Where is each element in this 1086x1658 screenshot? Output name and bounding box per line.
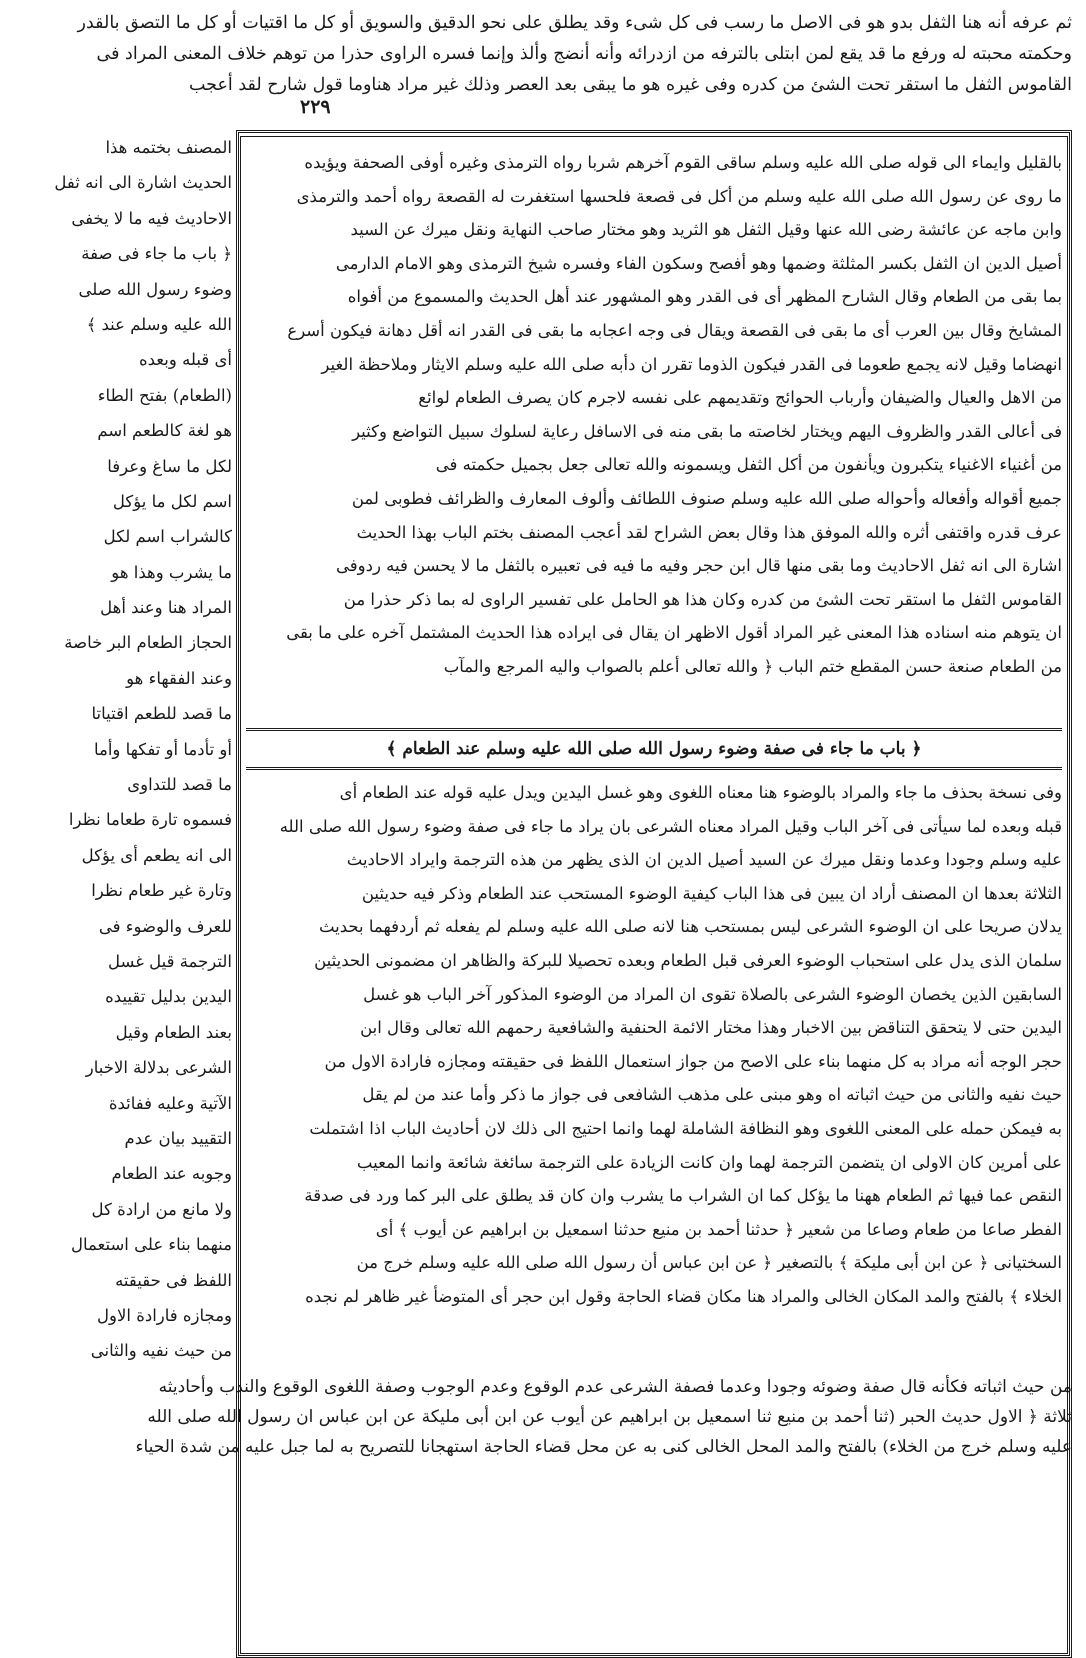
text-line: الثلاثة بعدها ان المصنف أراد ان يبين فى هذا الباب كيفية الوضوء المستحب عند الطعام وذكر فيه حديثين xyxy=(361,883,1062,903)
text-line: الفطر صاعا من طعام وصاعا من شعير ﴿ حدثنا أحمد بن منيع حدثنا اسمعيل بن ابراهيم عن أيوب ﴾ أى xyxy=(375,1219,1062,1239)
text-line: وجوبه عند الطعام xyxy=(111,1164,232,1184)
main-text-section-1 xyxy=(246,146,1062,684)
text-line: للعرف والوضوء فى xyxy=(98,916,232,936)
text-line: الى انه يطعم أى يؤكل xyxy=(81,845,232,865)
text-line: الله عليه وسلم عند ﴾ xyxy=(86,314,232,334)
text-line: على أمرين كان الاولى ان يتضمن الترجمة لهما وان كانت الزيادة على الترجمة سائغة شائعة وانما المعيب xyxy=(356,1152,1062,1172)
text-line: أصيل الدين ان الثفل بكسر المثلثة وضمها وهو أفصح وسكون الفاء وفسره شيخ الترمذى وهو الامام الدارمى xyxy=(335,253,1062,273)
text-line: وضوء رسول الله صلى xyxy=(78,279,232,299)
text-line: فى أعالى القدر والظروف اليهم ويختار لخاصته ما بقى منه فى الاسافل رعاية لسلوك سبيل التواضع وكثير xyxy=(352,421,1062,441)
text-line: الاحاديث فيه ما لا يخفى xyxy=(71,208,232,228)
text-line: وحكمته محبته له ورفع ما قد يقع لمن ابتلى بالترفه من ازدرائه وأنه أنضج وألذ وإنما فسره الراوى حذرا من توهم خلاف المعنى المراد فى xyxy=(96,44,1072,64)
text-line: ومجازه فارادة الاول xyxy=(97,1305,232,1325)
bottom-commentary xyxy=(22,1372,1072,1462)
text-line: الخلاء ﴾ بالفتح والمد المكان الخالى والمراد هنا مكان قضاء الحاجة وقول ابن حجر أى المتوضأ غير ظاهر لم نجده xyxy=(305,1286,1062,1306)
text-line: من حيث نفيه والثانى xyxy=(90,1341,232,1361)
text-line: الحديث اشارة الى انه ثفل xyxy=(54,173,232,193)
text-line: ما قصد للطعم اقتياتا xyxy=(91,704,232,724)
text-line: اشارة الى انه ثفل الاحاديث وما بقى منها قال ابن حجر وفيه ما فيه فى تعبيره بالثفل ما لا يحسن فيه ردوفى xyxy=(335,556,1062,576)
top-commentary xyxy=(22,8,1072,101)
text-line: انهضاما وقيل لانه يجمع طعوما فى القدر فيكون الذوما تقرر ان دأبه صلى الله عليه وسلم الايثار وملاحظة الغير xyxy=(321,354,1062,374)
text-line: اسم لكل ما يؤكل xyxy=(112,491,232,511)
text-line: السابقين الذين يخصان الوضوء الشرعى بالصلاة تقوى ان المراد من الوضوء المذكور آخر الباب هو غسل xyxy=(363,984,1062,1004)
page-number: ٢٢٩ xyxy=(300,96,331,118)
text-line: المصنف بختمه هذا xyxy=(105,138,232,157)
text-line: من حيث اثباته فكأنه قال صفة وضوئه وجودا وعدما فصفة الشرعى عدم الوقوع وعدم الوجوب وصفة اللغوى الوقوع والندب وأحاديثه xyxy=(158,1377,1072,1397)
text-line: اليدين بدليل تقييده xyxy=(105,987,232,1007)
text-line: ثم عرفه أنه هنا الثفل بدو هو فى الاصل ما رسب فى كل شىء وقد يطلق على نحو الدقيق والسويق أو كل ما اقتيات أو كل ما التصق بالقدر xyxy=(77,13,1072,33)
text-line: عليه وسلم وجودا وعدما ونقل ميرك عن السيد أصيل الدين ان الذى يظهر من هذه الترجمة وايراد الاحاديث xyxy=(346,850,1062,870)
text-line: النقص عما فيها ثم الطعام ههنا ما يؤكل كما ان الشراب ما يشرب وان كان قد يطلق على البر كما ورد فى صدقة xyxy=(304,1186,1062,1206)
margin-commentary xyxy=(10,130,232,1369)
text-line: المراد هنا وعند أهل xyxy=(100,598,232,618)
text-line: حيث نفيه والثانى من حيث اثباته اه وهو مبنى على مذهب الشافعى فى جواز ما ذكر وأما عند من لم يقل xyxy=(362,1085,1062,1105)
text-line: بعند الطعام وقيل xyxy=(115,1022,232,1042)
text-line: من الطعام صنعة حسن المقطع ختم الباب ﴿ والله تعالى أعلم بالصواب واليه المرجع والمآب xyxy=(443,656,1062,676)
text-line: (الطعام) بفتح الطاء xyxy=(97,385,232,405)
text-line: الآتية وعليه ففائدة xyxy=(108,1093,232,1113)
text-line: ثلاثة ﴿ الاول حديث الحبر (ثنا أحمد بن منيع ثنا اسمعيل بن ابراهيم عن أيوب عن ابن أبى مليكة عن ابن عباس ان رسول الله صلى الله xyxy=(147,1407,1072,1427)
text-line: لكل ما ساغ وعرفا xyxy=(107,456,232,476)
text-line: السختيانى ﴿ عن ابن أبى مليكة ﴾ بالتصغير ﴿ عن ابن عباس أن رسول الله صلى الله عليه وسلم خرج من xyxy=(356,1253,1062,1273)
text-line: سلمان الذى يدل على استحباب الوضوء العرفى قبل الطعام وبعده تحصيلا للبركة والظاهر ان مضمونى الحديثين xyxy=(314,950,1062,970)
main-text-section-2 xyxy=(246,776,1062,1314)
text-line: التقييد بيان عدم xyxy=(124,1128,232,1148)
text-line: القاموس الثفل ما استقر تحت الشئ من كدره وفى غيره هو ما يبقى بعد العصر وذلك غير مراد هناوما قول شارح لقد أعجب xyxy=(188,75,1072,95)
text-line: وعند الفقهاء هو xyxy=(126,668,232,688)
text-line: ما روى عن رسول الله صلى الله عليه وسلم من أكل فى قصعة فلحسها استغفرت له القصعة رواه أحمد والترمذى xyxy=(296,186,1062,206)
text-line: وفى نسخة بحذف ما جاء والمراد بالوضوء هنا معناه اللغوى وهو غسل اليدين ويدل عليه قوله عند الطعام أى xyxy=(339,783,1062,802)
text-line: بما بقى من الطعام وقال الشارح المظهر أى فى القدر وهو المشهور عند أهل الحديث والمسموع من أفواه xyxy=(347,287,1062,307)
text-line: بالقليل وايماء الى قوله صلى الله عليه وسلم ساقى القوم آخرهم شربا رواه الترمذى وغيره أوفى الصحفة ويؤيده xyxy=(304,153,1062,172)
text-line: عرف قدره واقتفى أثره والله الموفق هذا وقال بعض الشراح لقد أعجب المصنف بختم الباب بهذا الحديث xyxy=(356,522,1062,542)
text-line: جميع أقواله وأفعاله وأحواله صلى الله عليه وسلم صنوف اللطائف وألوف المعارف والظرائف فطوبى لمن xyxy=(351,488,1062,508)
text-line: ما قصد للتداوى xyxy=(127,775,232,795)
text-line: الترجمة قيل غسل xyxy=(108,951,232,971)
text-line: ان يتوهم منه اسناده هذا المعنى غير المراد أقول الاظهر ان يقال فى ايراده هذا الحديث المشتمل آخره على ما بقى xyxy=(286,623,1062,643)
text-line: الشرعى بدلالة الاخبار xyxy=(85,1058,232,1078)
text-line: القاموس الثفل ما استقر تحت الشئ من كدره وكان هذا هو الحامل على تفسير الراوى له بما ذكر حذرا من xyxy=(343,589,1062,609)
chapter-heading: ﴿ باب ما جاء فى صفة وضوء رسول الله صلى الله عليه وسلم عند الطعام ﴾ xyxy=(246,728,1062,770)
text-line: من أغنياء الاغنياء يتكبرون ويأنفون من أكل الثفل ويسمونه والله تعالى جعل بجميل حكمته فى xyxy=(435,455,1062,475)
text-line: اليدين حتى لا يتحقق التناقض بين الاخبار وهذا مختار الائمة الحنفية والشافعية رحمهم الله تعالى وقال ابن xyxy=(360,1018,1062,1038)
text-line: هو لغة كالطعم اسم xyxy=(97,421,232,441)
text-line: به فيمكن حمله على المعنى اللغوى وهو النظافة الشاملة لهما وانما احتيج الى ذلك لان أحاديث الباب اذا اشتملت xyxy=(309,1118,1062,1138)
text-line: أى قبله وبعده xyxy=(139,350,232,370)
text-line: كالشراب اسم لكل xyxy=(103,527,232,547)
text-line: قبله وبعده لما سيأتى فى آخر الباب وقيل المراد معناه الشرعى بان يراد ما جاء فى صفة وضوء رسول الله صلى الله xyxy=(279,816,1062,836)
text-line: فسموه تارة طعاما نظرا xyxy=(68,810,232,830)
text-line: اللفظ فى حقيقته xyxy=(115,1270,232,1290)
text-line: أو تأدما أو تفكها وأما xyxy=(93,739,232,759)
text-line: يدلان صريحا على ان الوضوء الشرعى ليس بمستحب هنا لانه صلى الله عليه وسلم لم يفعله ثم أردفهما بحديث xyxy=(318,917,1062,937)
text-line: المشايخ وقال بين العرب أى ما بقى فى القصعة ويقال فى وجه اعجابه ما بقى فى القدر انه أقل دهانة فيكون أسرع xyxy=(287,320,1062,340)
text-line: ما يشرب وهذا هو xyxy=(111,562,232,582)
text-line: ولا مانع من ارادة كل xyxy=(91,1199,232,1219)
text-line: الحجاز الطعام البر خاصة xyxy=(64,633,232,653)
text-line: من الاهل والعيال والضيفان وأرباب الحوائج وتقديمهم على نفسه لاجرم كان يصرف الطعام لوائع xyxy=(418,388,1062,408)
text-line: عليه وسلم خرج من الخلاء) بالفتح والمد المحل الخالى كنى به عن محل قضاء الحاجة استهجانا للتصريح به لما جبل عليه من شدة الحياء xyxy=(135,1437,1072,1457)
text-line: حجر الوجه أنه مراد به كل منهما بناء على الاصح من جواز استعمال اللفظ فى حقيقته ومجازه فارادة الاول من xyxy=(324,1051,1062,1071)
text-line: منهما بناء على استعمال xyxy=(70,1235,232,1255)
text-line: وتارة غير طعام نظرا xyxy=(91,881,232,901)
text-line: ﴿ باب ما جاء فى صفة xyxy=(81,244,232,264)
text-line: وابن ماجه عن عائشة رضى الله عنها وقيل الثفل هو الثريد وهو مختار صاحب النهاية ونقل ميرك عن السيد xyxy=(350,220,1062,240)
